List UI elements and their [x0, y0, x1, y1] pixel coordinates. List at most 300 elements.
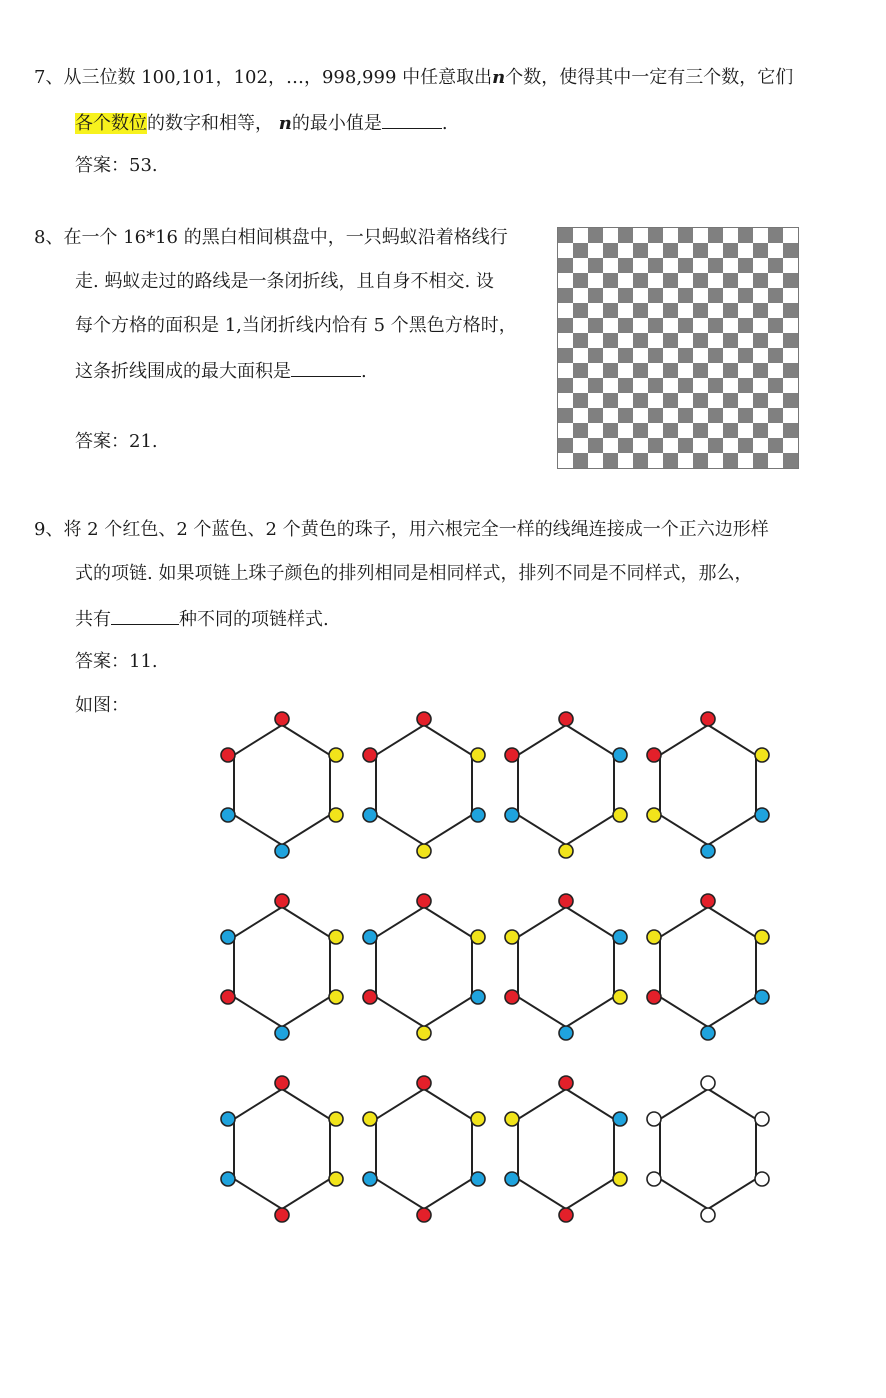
board-square	[708, 393, 723, 408]
board-square	[678, 408, 693, 423]
bead	[613, 930, 627, 944]
board-square	[588, 393, 603, 408]
board-square	[603, 438, 618, 453]
necklace	[221, 894, 343, 1040]
board-square	[558, 423, 573, 438]
board-square	[633, 318, 648, 333]
board-square	[693, 423, 708, 438]
board-square	[678, 273, 693, 288]
board-square	[708, 318, 723, 333]
board-square	[783, 423, 798, 438]
board-square	[558, 228, 573, 243]
bead	[329, 930, 343, 944]
q7-line-2	[75, 110, 448, 136]
board-square	[693, 228, 708, 243]
bead	[505, 748, 519, 762]
bead	[559, 844, 573, 858]
board-square	[633, 348, 648, 363]
board-square	[573, 318, 588, 333]
board-square	[588, 318, 603, 333]
board-square	[738, 243, 753, 258]
board-square	[738, 408, 753, 423]
board-square	[723, 228, 738, 243]
board-square	[708, 438, 723, 453]
bead	[275, 1026, 289, 1040]
bead	[329, 1112, 343, 1126]
board-square	[723, 453, 738, 468]
bead	[701, 712, 715, 726]
bead	[647, 748, 661, 762]
board-square	[738, 363, 753, 378]
necklace-hexagon	[376, 725, 472, 845]
board-square	[678, 318, 693, 333]
board-square	[783, 348, 798, 363]
board-square	[588, 423, 603, 438]
board-square	[678, 438, 693, 453]
bead	[505, 930, 519, 944]
bead	[559, 712, 573, 726]
board-square	[753, 333, 768, 348]
board-square	[573, 423, 588, 438]
board-square	[678, 363, 693, 378]
board-square	[708, 243, 723, 258]
board-square	[723, 438, 738, 453]
board-square	[783, 288, 798, 303]
board-square	[573, 453, 588, 468]
board-square	[723, 258, 738, 273]
board-square	[648, 303, 663, 318]
board-square	[618, 378, 633, 393]
board-square	[738, 378, 753, 393]
board-square	[618, 393, 633, 408]
necklace	[221, 712, 343, 858]
board-square	[618, 303, 633, 318]
bead	[647, 990, 661, 1004]
board-square	[753, 288, 768, 303]
board-square	[738, 303, 753, 318]
bead	[505, 990, 519, 1004]
q8-answer: 答案：21.	[75, 431, 158, 452]
board-square	[678, 288, 693, 303]
bead	[221, 808, 235, 822]
bead	[755, 1112, 769, 1126]
board-square	[753, 408, 768, 423]
board-square	[618, 228, 633, 243]
q8-text-4: 这条折线围成的最大面积是	[75, 361, 291, 382]
necklace	[647, 712, 769, 858]
board-square	[573, 378, 588, 393]
board-square	[738, 333, 753, 348]
bead	[755, 990, 769, 1004]
board-square	[708, 273, 723, 288]
board-square	[693, 348, 708, 363]
board-square	[618, 438, 633, 453]
board-square	[633, 423, 648, 438]
board-square	[678, 423, 693, 438]
board-square	[723, 333, 738, 348]
q9-figure-label: 如图：	[75, 695, 129, 716]
board-square	[678, 378, 693, 393]
board-square	[618, 333, 633, 348]
board-square	[633, 303, 648, 318]
bead	[221, 748, 235, 762]
bead	[613, 990, 627, 1004]
board-square	[618, 363, 633, 378]
board-square	[618, 273, 633, 288]
bead	[559, 1026, 573, 1040]
board-square	[618, 258, 633, 273]
board-square	[633, 438, 648, 453]
board-square	[648, 378, 663, 393]
board-square	[588, 288, 603, 303]
bead	[329, 1172, 343, 1186]
board-square	[783, 243, 798, 258]
board-square	[678, 303, 693, 318]
bead	[559, 1208, 573, 1222]
board-square	[588, 453, 603, 468]
board-square	[693, 273, 708, 288]
necklace-hexagon	[376, 1089, 472, 1209]
board-square	[678, 258, 693, 273]
board-square	[768, 228, 783, 243]
board-square	[768, 303, 783, 318]
bead	[701, 894, 715, 908]
board-square	[783, 303, 798, 318]
necklace	[363, 894, 485, 1040]
board-square	[753, 393, 768, 408]
board-square	[708, 408, 723, 423]
board-square	[663, 408, 678, 423]
board-square	[678, 333, 693, 348]
board-square	[648, 228, 663, 243]
board-square	[783, 333, 798, 348]
bead	[363, 808, 377, 822]
necklace-hexagon	[518, 907, 614, 1027]
board-square	[783, 408, 798, 423]
board-square	[768, 408, 783, 423]
board-square	[708, 258, 723, 273]
necklace-hexagon	[376, 907, 472, 1027]
board-square	[573, 348, 588, 363]
bead	[329, 990, 343, 1004]
bead	[417, 712, 431, 726]
bead	[613, 808, 627, 822]
board-square	[558, 243, 573, 258]
necklace	[505, 1076, 627, 1222]
board-square	[573, 363, 588, 378]
board-square	[648, 453, 663, 468]
board-square	[663, 303, 678, 318]
board-square	[708, 453, 723, 468]
necklace	[221, 1076, 343, 1222]
board-square	[663, 348, 678, 363]
q7-period: .	[441, 113, 448, 134]
board-square	[693, 453, 708, 468]
bead	[363, 990, 377, 1004]
bead	[701, 1026, 715, 1040]
board-square	[588, 243, 603, 258]
board-square	[768, 423, 783, 438]
board-square	[618, 408, 633, 423]
board-square	[663, 423, 678, 438]
board-square	[708, 423, 723, 438]
board-square	[633, 408, 648, 423]
q7-text-2-tail: 的最小值是	[291, 113, 382, 134]
board-square	[588, 273, 603, 288]
board-square	[603, 453, 618, 468]
board-square	[588, 408, 603, 423]
bead	[647, 930, 661, 944]
necklace	[363, 1076, 485, 1222]
bead	[275, 1208, 289, 1222]
chessboard-figure	[557, 227, 799, 469]
board-square	[558, 288, 573, 303]
board-square	[693, 318, 708, 333]
board-square	[648, 348, 663, 363]
board-square	[588, 333, 603, 348]
board-square	[753, 303, 768, 318]
bead	[755, 930, 769, 944]
board-square	[648, 318, 663, 333]
bead	[755, 748, 769, 762]
board-square	[708, 333, 723, 348]
board-square	[708, 378, 723, 393]
board-square	[663, 228, 678, 243]
necklace	[505, 894, 627, 1040]
necklace-hexagon	[518, 1089, 614, 1209]
board-square	[648, 243, 663, 258]
board-square	[558, 258, 573, 273]
bead	[329, 748, 343, 762]
board-square	[603, 363, 618, 378]
bead	[505, 808, 519, 822]
board-square	[783, 378, 798, 393]
board-square	[633, 258, 648, 273]
bead	[363, 1172, 377, 1186]
necklace-hexagon	[234, 907, 330, 1027]
bead	[221, 1172, 235, 1186]
q7-line-1	[34, 66, 793, 90]
board-square	[753, 228, 768, 243]
board-square	[768, 273, 783, 288]
board-square	[573, 273, 588, 288]
board-square	[738, 273, 753, 288]
bead	[613, 1112, 627, 1126]
q7-answer: 答案：53.	[75, 155, 158, 176]
board-square	[573, 288, 588, 303]
board-square	[738, 288, 753, 303]
necklace	[505, 712, 627, 858]
board-square	[678, 243, 693, 258]
board-square	[663, 333, 678, 348]
bead	[417, 894, 431, 908]
necklace	[647, 894, 769, 1040]
board-square	[693, 333, 708, 348]
board-square	[603, 423, 618, 438]
board-square	[558, 303, 573, 318]
board-square	[738, 258, 753, 273]
board-square	[558, 408, 573, 423]
bead	[275, 1076, 289, 1090]
board-square	[648, 423, 663, 438]
board-square	[603, 348, 618, 363]
board-square	[573, 258, 588, 273]
q9-answer: 答案：11.	[75, 651, 158, 672]
bead	[755, 1172, 769, 1186]
board-square	[573, 243, 588, 258]
board-square	[603, 228, 618, 243]
bead	[275, 844, 289, 858]
board-square	[558, 393, 573, 408]
board-square	[588, 363, 603, 378]
board-square	[693, 393, 708, 408]
q9-line-3	[75, 606, 329, 632]
board-square	[753, 318, 768, 333]
board-square	[558, 438, 573, 453]
bead	[647, 808, 661, 822]
board-square	[663, 363, 678, 378]
board-square	[738, 438, 753, 453]
board-square	[783, 393, 798, 408]
board-square	[633, 363, 648, 378]
board-square	[723, 378, 738, 393]
board-square	[558, 453, 573, 468]
board-square	[663, 288, 678, 303]
board-square	[633, 393, 648, 408]
board-square	[648, 288, 663, 303]
board-square	[603, 303, 618, 318]
board-square	[753, 438, 768, 453]
q9-line-1: 9、将 2 个红色、2 个蓝色、2 个黄色的珠子，用六根完全一样的线绳连接成一个正六边形样	[34, 519, 769, 540]
board-square	[723, 423, 738, 438]
bead	[505, 1112, 519, 1126]
board-square	[573, 228, 588, 243]
bead	[613, 748, 627, 762]
board-square	[768, 258, 783, 273]
bead	[647, 1172, 661, 1186]
bead	[275, 894, 289, 908]
board-square	[633, 333, 648, 348]
board-square	[678, 453, 693, 468]
board-square	[663, 258, 678, 273]
board-square	[663, 393, 678, 408]
q9-line-2: 式的项链. 如果项链上珠子颜色的排列相同是相同样式，排列不同是不同样式，那么，	[75, 563, 753, 584]
board-square	[663, 243, 678, 258]
bead	[417, 1208, 431, 1222]
board-square	[618, 453, 633, 468]
board-square	[768, 378, 783, 393]
board-square	[558, 333, 573, 348]
board-square	[768, 333, 783, 348]
board-square	[753, 258, 768, 273]
board-square	[558, 363, 573, 378]
board-square	[723, 363, 738, 378]
board-square	[648, 438, 663, 453]
bead	[275, 712, 289, 726]
bead	[471, 930, 485, 944]
bead	[471, 990, 485, 1004]
q9-answer-blank	[111, 606, 179, 625]
board-square	[603, 408, 618, 423]
board-square	[783, 273, 798, 288]
board-square	[663, 273, 678, 288]
q7-var-n: n	[492, 67, 506, 88]
board-square	[738, 393, 753, 408]
bead	[505, 1172, 519, 1186]
necklace	[363, 712, 485, 858]
board-square	[663, 378, 678, 393]
board-square	[723, 288, 738, 303]
board-square	[753, 423, 768, 438]
q8-line-2: 走. 蚂蚁走过的路线是一条闭折线，且自身不相交. 设	[75, 271, 494, 292]
board-square	[618, 318, 633, 333]
board-square	[618, 348, 633, 363]
board-square	[618, 243, 633, 258]
board-square	[753, 363, 768, 378]
board-square	[708, 288, 723, 303]
board-square	[738, 423, 753, 438]
board-square	[648, 273, 663, 288]
necklace-figures	[200, 700, 800, 1260]
board-square	[633, 453, 648, 468]
board-square	[768, 243, 783, 258]
q8-line-3: 每个方格的面积是 1,当闭折线内恰有 5 个黑色方格时，	[75, 315, 517, 336]
necklace-hexagon	[234, 1089, 330, 1209]
bead	[417, 1026, 431, 1040]
board-square	[693, 438, 708, 453]
board-square	[663, 438, 678, 453]
board-square	[768, 363, 783, 378]
board-square	[588, 303, 603, 318]
bead	[701, 1076, 715, 1090]
bead	[755, 808, 769, 822]
board-square	[663, 318, 678, 333]
board-square	[693, 363, 708, 378]
q9-text-3-pre: 共有	[75, 609, 111, 630]
bead	[613, 1172, 627, 1186]
board-square	[693, 408, 708, 423]
board-square	[738, 453, 753, 468]
board-square	[648, 363, 663, 378]
board-square	[753, 378, 768, 393]
bead	[701, 1208, 715, 1222]
necklace	[647, 1076, 769, 1222]
necklace-hexagon	[660, 1089, 756, 1209]
board-square	[618, 423, 633, 438]
board-square	[723, 393, 738, 408]
board-square	[588, 258, 603, 273]
board-square	[768, 453, 783, 468]
board-square	[693, 303, 708, 318]
board-square	[738, 318, 753, 333]
board-square	[573, 303, 588, 318]
necklace-hexagon	[660, 725, 756, 845]
board-square	[693, 243, 708, 258]
board-square	[768, 438, 783, 453]
board-square	[723, 243, 738, 258]
board-square	[783, 318, 798, 333]
board-square	[708, 348, 723, 363]
board-square	[558, 348, 573, 363]
bead	[417, 844, 431, 858]
necklace-hexagon	[660, 907, 756, 1027]
board-square	[783, 228, 798, 243]
bead	[363, 930, 377, 944]
board-square	[678, 393, 693, 408]
board-square	[573, 408, 588, 423]
bead	[559, 1076, 573, 1090]
board-square	[693, 378, 708, 393]
